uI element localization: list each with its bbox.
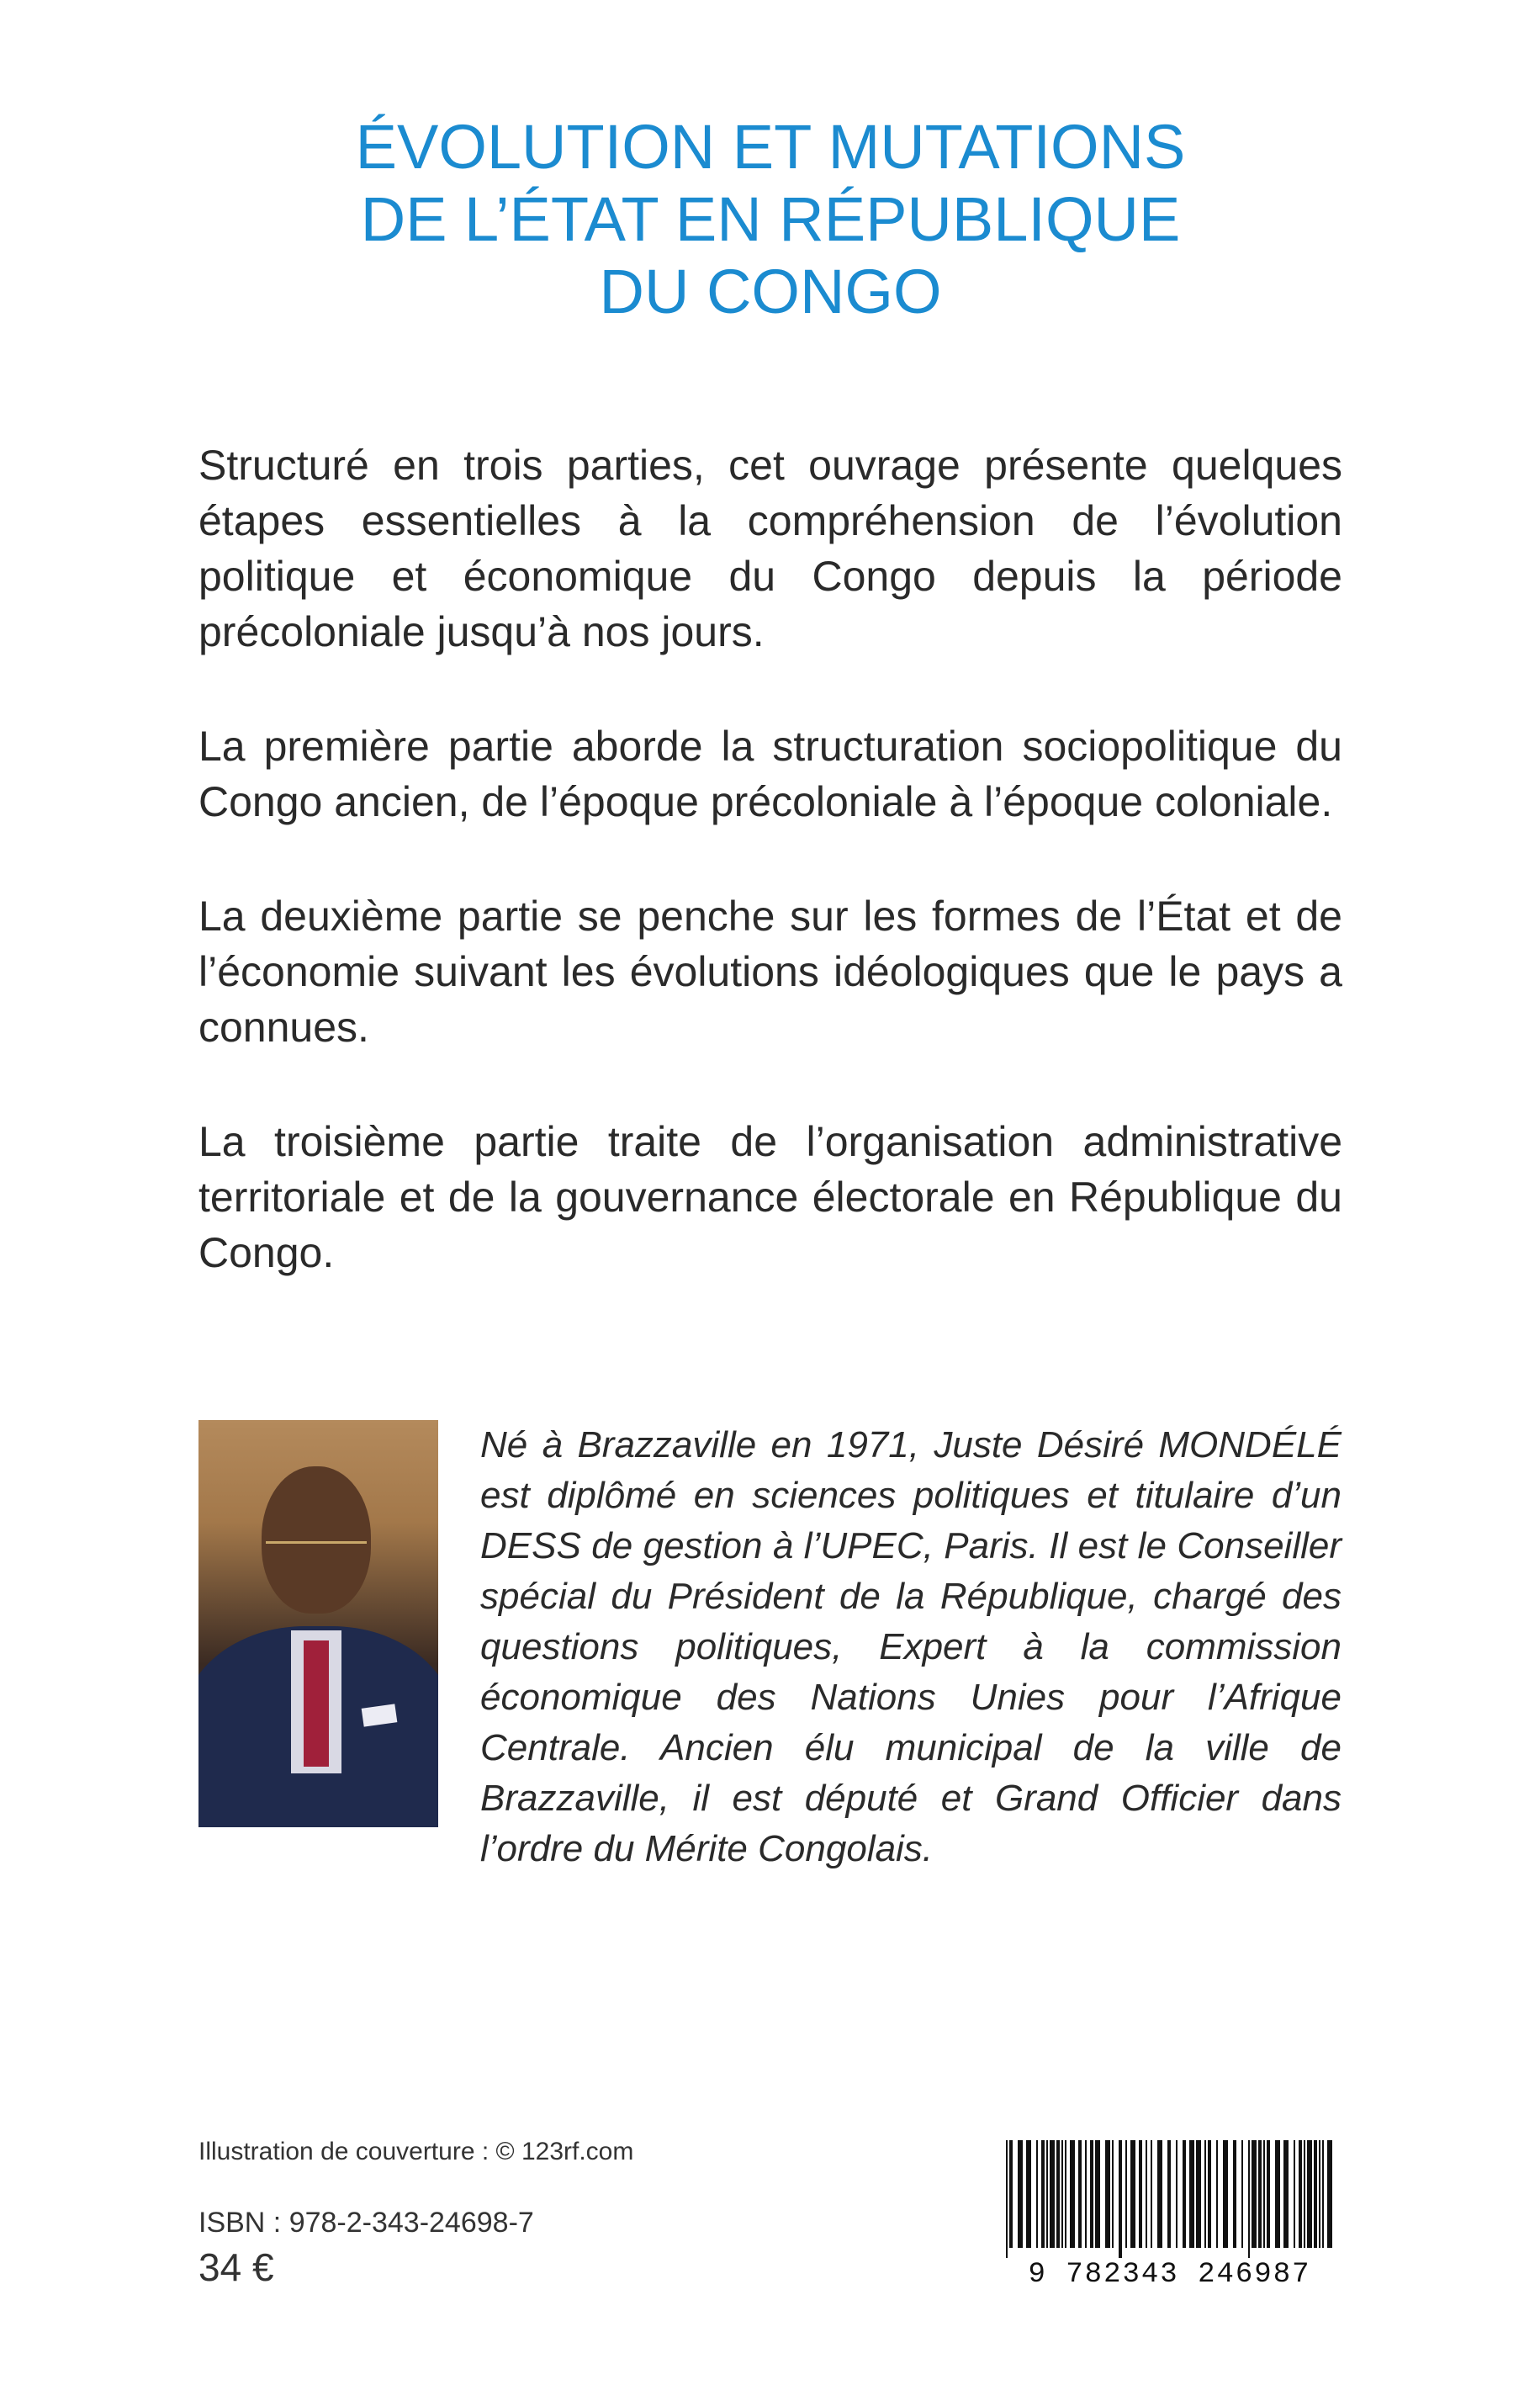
barcode-bar [1125, 2140, 1127, 2248]
barcode-bar [1283, 2140, 1289, 2248]
barcode-bar [1026, 2140, 1031, 2248]
barcode-bar [1204, 2140, 1206, 2248]
barcode-bar [1050, 2140, 1055, 2248]
barcode-bar [1248, 2140, 1250, 2258]
title-line-1: ÉVOLUTION ET MUTATIONS [355, 112, 1186, 182]
barcode-bar [1241, 2140, 1243, 2248]
barcode-bar [1139, 2140, 1142, 2248]
author-bio [480, 1420, 1342, 1874]
barcode-bar [1009, 2140, 1013, 2248]
author-section [198, 1420, 1342, 1869]
barcode-bar [1233, 2140, 1236, 2248]
barcode-bar [1307, 2140, 1312, 2248]
synopsis-paragraph-4: La troisième partie traite de l’organisation administrative territoriale et de la gouvernance électorale en République du Congo. [198, 1118, 1342, 1276]
isbn: ISBN : 978-2-343-24698-7 [198, 2207, 534, 2239]
barcode-bar [1095, 2140, 1100, 2248]
photo-glasses-shape [266, 1519, 367, 1544]
bio-text: est diplômé en sciences politiques et titulaire d’un DESS de gestion à l’UPEC, Paris. Il est le Conseiller spécial du Président de la République, chargé des questions politiques, Expert à la commission économique des Nations Unies pour l’Afrique Centrale. Ancien élu municipal de la ville de Brazzaville, il est député et Grand Officier dans l’ordre du Mérite Congolais. [480, 1475, 1342, 1869]
barcode-bar [1157, 2140, 1162, 2248]
barcode-bar [1196, 2140, 1201, 2248]
barcode-bar [1176, 2140, 1177, 2248]
barcode-bar [1105, 2140, 1110, 2248]
barcode-bar [1223, 2140, 1228, 2248]
barcode-bar [1070, 2140, 1075, 2248]
barcode-bar [1275, 2140, 1280, 2248]
barcode-bar [1061, 2140, 1063, 2248]
barcode-bar [1252, 2140, 1257, 2248]
barcode-bar [1167, 2140, 1171, 2248]
barcode-bar [1078, 2140, 1082, 2248]
barcode-bar [1056, 2140, 1060, 2248]
bio-intro: Né à Brazzaville en 1971, [480, 1424, 919, 1465]
barcode-bar [1314, 2140, 1317, 2248]
barcode-digits: 9 782343 246987 [1028, 2259, 1311, 2291]
barcode-bar [1327, 2140, 1332, 2248]
author-photo [198, 1420, 438, 1827]
barcode-bar [1294, 2140, 1295, 2248]
barcode-bar [1208, 2140, 1211, 2248]
barcode-bar [1216, 2140, 1218, 2248]
barcode-bar [1112, 2140, 1114, 2248]
isbn-barcode [999, 2140, 1340, 2290]
book-title [198, 111, 1342, 328]
barcode-bar [1258, 2140, 1262, 2248]
barcode-bar [1085, 2140, 1087, 2248]
barcode-bar [1006, 2140, 1008, 2258]
illustration-credit: Illustration de couverture : © 123rf.com [198, 2138, 634, 2165]
barcode-bar [1183, 2140, 1186, 2248]
barcode-bar [1267, 2140, 1270, 2248]
barcode-bar [1299, 2140, 1302, 2248]
barcode-bar [1036, 2140, 1038, 2248]
barcode-bar [1130, 2140, 1135, 2248]
barcode-bar [1090, 2140, 1093, 2248]
barcode-bar [1263, 2140, 1265, 2248]
price: 34 € [198, 2245, 274, 2289]
synopsis [198, 437, 1342, 1339]
synopsis-paragraph-2: La première partie aborde la structuration sociopolitique du Congo ancien, de l’époque précoloniale à l’époque coloniale. [198, 723, 1342, 825]
barcode-bar [1151, 2140, 1152, 2248]
author-name: Juste Désiré MONDÉLÉ [934, 1424, 1342, 1465]
barcode-bars [999, 2140, 1340, 2258]
barcode-bar [1119, 2140, 1122, 2258]
synopsis-paragraph-1: Structuré en trois parties, cet ouvrage présente quelques étapes essentielles à la compréhension de l’évolution politique et économique du Congo depuis la période précoloniale jusqu’à nos jours. [198, 442, 1342, 655]
barcode-bar [1146, 2140, 1147, 2248]
barcode-bar [1065, 2140, 1066, 2248]
barcode-bar [1322, 2140, 1324, 2248]
barcode-bar [1018, 2140, 1023, 2248]
synopsis-paragraph-3: La deuxième partie se penche sur les formes de l’État et de l’économie suivant les évolutions idéologiques que le pays a connues. [198, 893, 1342, 1051]
barcode-bar [1319, 2140, 1320, 2248]
barcode-bar [1189, 2140, 1194, 2248]
title-line-3: DU CONGO [599, 257, 942, 326]
barcode-bar [1304, 2140, 1305, 2248]
barcode-bar [1046, 2140, 1048, 2248]
barcode-bar [1041, 2140, 1045, 2248]
photo-tie-shape [304, 1640, 329, 1767]
title-line-2: DE L’ÉTAT EN RÉPUBLIQUE [360, 184, 1181, 254]
